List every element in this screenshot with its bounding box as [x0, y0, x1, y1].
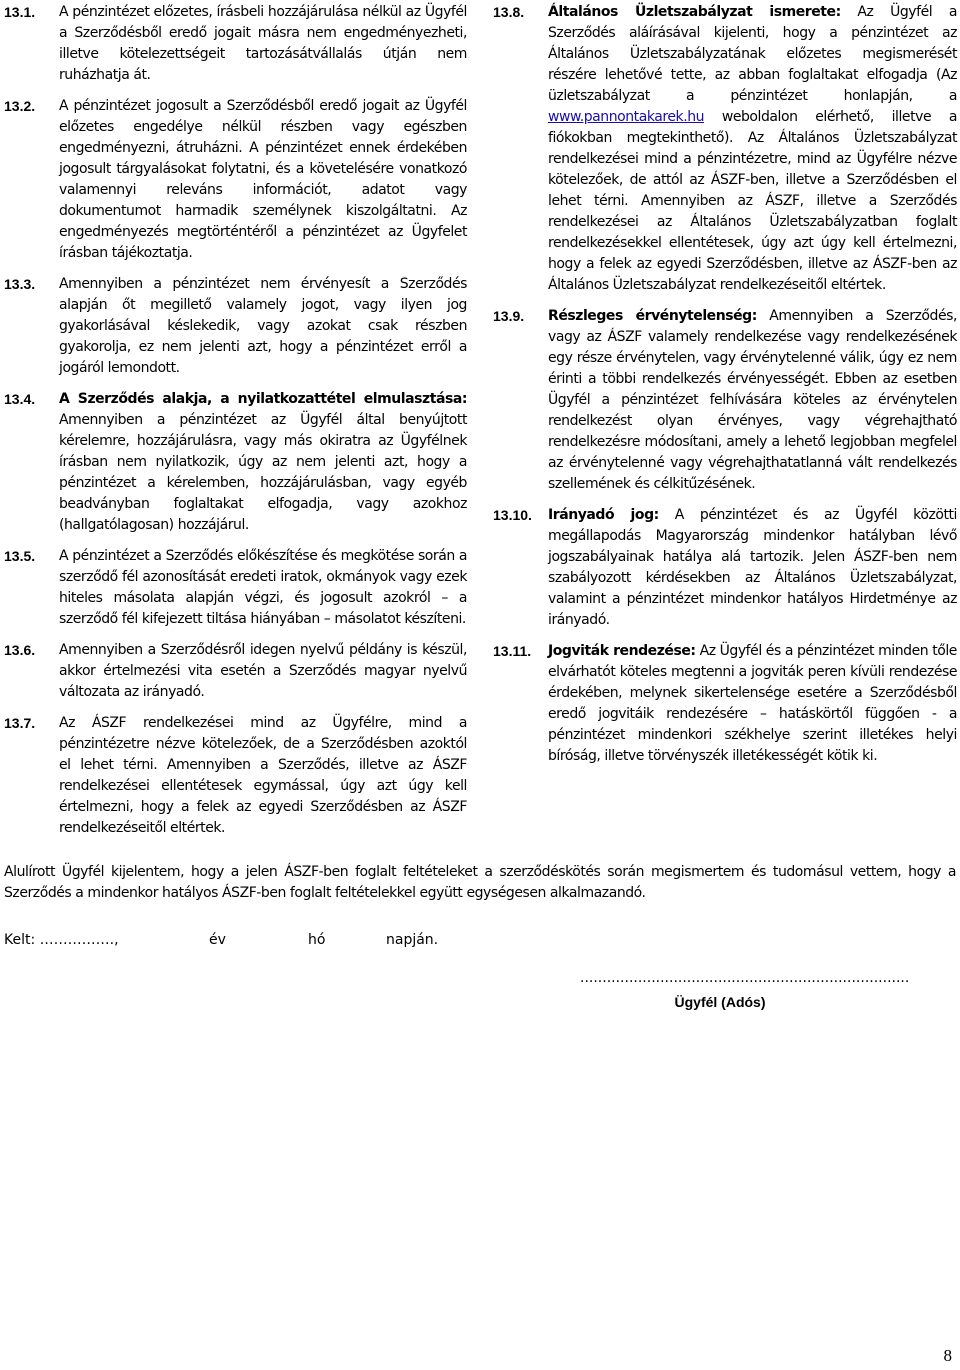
website-link[interactable]: www.pannontakarek.hu: [548, 109, 705, 125]
clause-body: Amennyiben a pénzintézet az Ügyfél által benyújtott kérelemre, hozzájárulásra, vagy más okiratra az Ügyfélnek írásban nem nyilatkozik, úgy az nem jelenti azt, hogy a pénzintézet a kérelemben, hozzájárulásban, vagy egyéb beadványban foglaltakat elfogadja, vagy azokhoz (hallgatólagosan) hozzájárul.: [59, 412, 467, 533]
clause-text: [59, 389, 467, 536]
clause-title: A Szerződés alakja, a nyilatkozattétel elmulasztása:: [59, 391, 467, 407]
clause-number: 13.3.: [4, 276, 36, 292]
clause-13-5: [4, 546, 467, 630]
clause-number: 13.1.: [4, 4, 36, 20]
page-number: 8: [943, 1346, 952, 1365]
clause-13-1: [4, 2, 467, 86]
year-label: év: [209, 932, 226, 948]
clause-number: 13.8.: [493, 4, 525, 20]
clause-body: A pénzintézet előzetes, írásbeli hozzájárulása nélkül az Ügyfél a Szerződésből eredő jogait másra nem engedményezheti, illetve kötelezettségeit tartozásátvállalás útján nem ruházhatja át.: [59, 4, 467, 83]
right-column: [493, 2, 957, 777]
clause-title: Általános Üzletszabályzat ismerete:: [548, 4, 841, 20]
clause-text: [548, 505, 957, 631]
signature-line[interactable]: ..........................................................................: [580, 970, 910, 986]
declaration-text: Alulírott Ügyfél kijelentem, hogy a jelen ÁSZF-ben foglalt feltételeket a szerződéskötés során megismertem és tudomásul vettem, hogy a Szerződés a mindenkor hatályos ÁSZF-ben foglalt feltételekkel együtt egységesen alkalmazandó.: [4, 864, 956, 901]
clause-number: 13.4.: [4, 391, 36, 407]
clause-body: A pénzintézet és az Ügyfél közötti megállapodás Magyarország mindenkor hatályban lévő jogszabályainak hatálya alá tartozik. Jelen ÁSZF-ben nem szabályozott kérdésekben az Általános Üzletszabályzat, valamint a pénzintézet mindenkor hatályos Hirdetménye az irányadó.: [548, 507, 957, 628]
clause-text: [548, 306, 957, 495]
clause-13-4: [4, 389, 467, 536]
signatory-label: Ügyfél (Adós): [674, 994, 766, 1010]
clause-number: 13.10.: [493, 507, 532, 523]
left-column: [4, 2, 467, 849]
clause-body: Amennyiben a pénzintézet nem érvényesít a Szerződés alapján őt megillető valamely jogot, vagy ilyen jog gyakorlásával késlekedik, vagy azokat csak részben gyakorolja, ez nem jelenti azt, hogy a pénzintézet erről a jogáról lemondott.: [59, 276, 467, 376]
clause-text: [548, 2, 957, 296]
clause-number: 13.11.: [493, 643, 532, 659]
clause-text: [548, 641, 957, 767]
clause-title: Irányadó jog:: [548, 507, 659, 523]
clause-text: [59, 713, 467, 839]
clause-body: A pénzintézet a Szerződés előkészítése és megkötése során a szerződő fél azonosítását eredeti iratok, okmányok vagy ezek hiteles másolata alapján végzi, és jogosult azokról – a szerződő fél kifejezett tiltása hiányában – másolatot készíteni.: [59, 548, 467, 627]
clause-body: Amennyiben a Szerződés, vagy az ÁSZF valamely rendelkezése vagy rendelkezésének egy része érvénytelen, vagy érvénytelenné válik, úgy ez nem érinti a többi rendelkezés érvényességét. Ebben az esetben Ügyfél a pénzintézet felhívására köteles az érvénytelen rendelkezést olyan érvényes, vagy végrehajtható rendelkezésre módosítani, amely a lehető legjobban megfelel az érvénytelenné vagy végrehajthatatlanná vált rendelkezés szellemének és célkitűzésének.: [548, 308, 957, 492]
clause-13-7: [4, 713, 467, 839]
month-label: hó: [308, 932, 326, 948]
clause-body: A pénzintézet jogosult a Szerződésből eredő jogait az Ügyfél előzetes engedélye nélkül részben vagy egészben engedményezni, átruházni. A pénzintézet ennek érdekében jogosult tárgyalásokat folytatni, és a követelésére vonatkozó valamennyi releváns információt, adatot vagy dokumentumot harmadik személynek kiszolgáltatni. Az engedményezés megtörténtéről a pénzintézet az Ügyfelet írásban tájékoztatja.: [59, 98, 467, 261]
clause-13-8: [493, 2, 957, 296]
clause-13-3: [4, 274, 467, 379]
clause-title: Részleges érvénytelenség:: [548, 308, 757, 324]
clause-13-6: [4, 640, 467, 703]
clause-body: Az ÁSZF rendelkezései mind az Ügyfélre, mind a pénzintézetre nézve kötelezőek, de a Szerződésben azoktól el lehet térni. Amennyiben a Szerződés, illetve az ÁSZF rendelkezései ellentétesek egymással, úgy azt úgy kell értelmezni, hogy a felek az egyedi Szerződésben az ÁSZF rendelkezéseitől eltértek.: [59, 715, 467, 836]
clause-body: Az Ügyfél és a pénzintézet minden tőle elvárhatót köteles megtenni a jogviták peren kívüli rendezése érdekében, melynek sikertelensége esetére a Szerződésből eredő jogvitáik rendezésére – hatáskörtől függően - a pénzintézet mindenkori székhelye szerint illetékes helyi bíróság, illetve törvényszék illetékességét kötik ki.: [548, 643, 957, 764]
clause-text: [59, 2, 467, 86]
clause-body: weboldalon elérhető, illetve a fiókokban megtekinthető). Az Általános Üzletszabályzat rendelkezései mind a pénzintézetre, mind az Ügyfélre nézve kötelezőek, de attól az ÁSZF-ben, illetve a Szerződésben el lehet térni. Amennyiben az ÁSZF, illetve a Szerződés rendelkezései az Általános Üzletszabályzatban foglalt rendelkezésekkel ellentétesek, úgy azt úgy kell értelmezni, hogy a felek az egyedi Szerződésben, illetve az ÁSZF-ben az Általános Üzletszabályzat rendelkezéseitől eltértek.: [548, 109, 957, 293]
clause-13-11: [493, 641, 957, 767]
clause-text: [59, 546, 467, 630]
clause-number: 13.9.: [493, 308, 525, 324]
clause-text: [59, 96, 467, 264]
clause-13-10: [493, 505, 957, 631]
date-place-field[interactable]: Kelt: …………….,: [4, 932, 119, 948]
clause-number: 13.5.: [4, 548, 36, 564]
clause-text: [59, 640, 467, 703]
clause-13-9: [493, 306, 957, 495]
clause-number: 13.6.: [4, 642, 36, 658]
clause-13-2: [4, 96, 467, 264]
clause-number: 13.7.: [4, 715, 36, 731]
clause-body: Az Ügyfél a Szerződés aláírásával kijelenti, hogy a pénzintézet az Általános Üzletszabályzatának előzetes megismerését részére lehetővé tette, az abban foglaltakat elfogadja (Az üzletszabályzat a pénzintézet honlapján, a: [548, 4, 957, 104]
clause-title: Jogviták rendezése:: [548, 643, 696, 659]
clause-text: [59, 274, 467, 379]
day-label: napján.: [386, 932, 439, 948]
clause-body: Amennyiben a Szerződésről idegen nyelvű példány is készül, akkor értelmezési vita esetén a Szerződés magyar nyelvű változata az irányadó.: [59, 642, 467, 700]
clause-number: 13.2.: [4, 98, 36, 114]
